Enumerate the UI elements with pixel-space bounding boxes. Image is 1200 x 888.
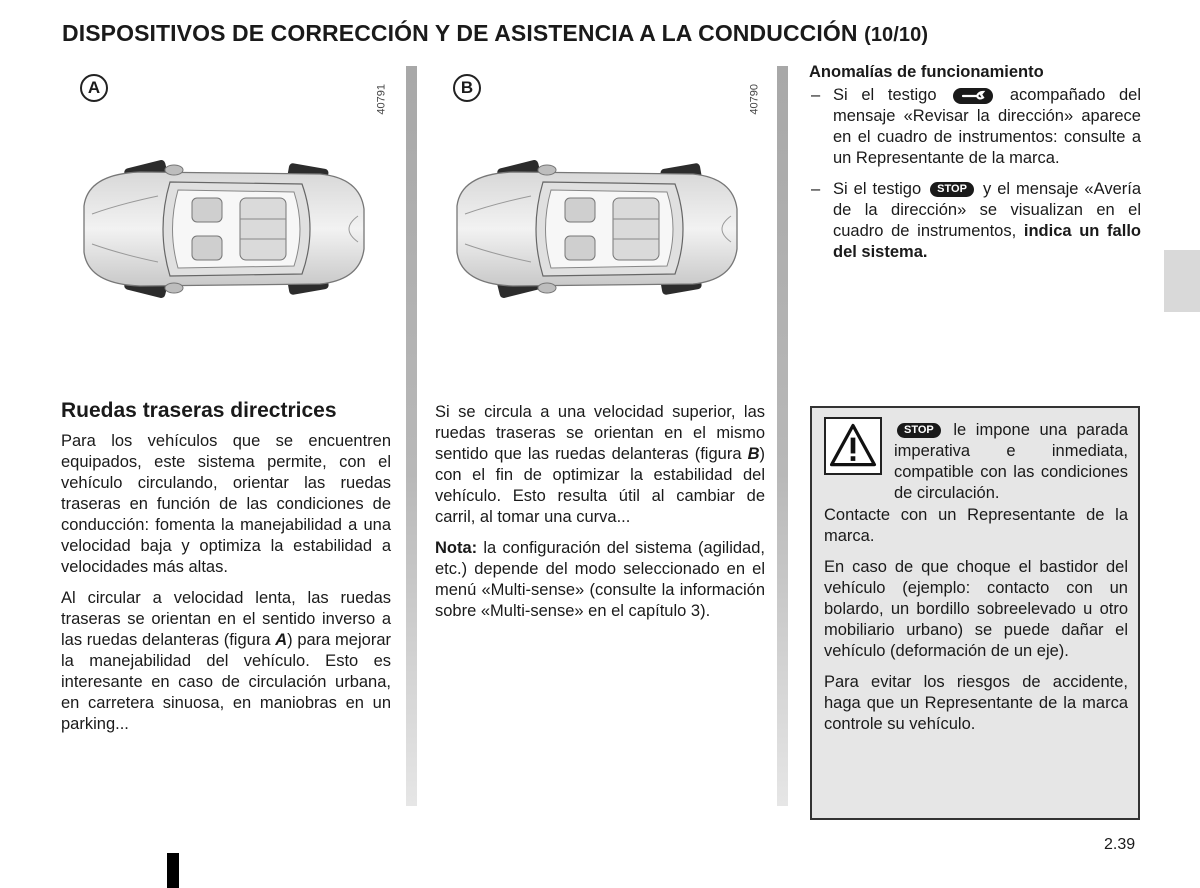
page-title-part: (10/10) xyxy=(864,24,929,46)
paragraph-text: Al circular a velocidad lenta, las ruedas traseras se orientan en el sentido inverso a las ruedas delanteras (figura xyxy=(61,589,391,649)
page-title xyxy=(62,20,1062,47)
warning-body xyxy=(824,505,1128,745)
list-dash: – xyxy=(811,180,821,198)
wrench-icon xyxy=(953,88,993,104)
note-text: la configuración del sistema (agilidad, etc.) depende del modo seleccionado en el menú «Multi-sense» (consulte la información sobre «Multi-sense» en el capítulo 3). xyxy=(435,539,765,620)
warning-paragraph: Contacte con un Representante de la marca. xyxy=(824,506,1128,545)
list-dash: – xyxy=(811,86,821,104)
car-top-view-illustration xyxy=(443,154,743,304)
list-item-text: acompañado del mensaje «Revisar la dirección» aparece en el cuadro de instrumentos: consulte a un Representante de la marca. xyxy=(833,86,1141,167)
figure-label: A xyxy=(80,74,108,102)
figure-b xyxy=(435,66,765,386)
stop-badge-icon: STOP xyxy=(930,182,974,197)
paragraph xyxy=(61,588,391,735)
stop-badge-icon: STOP xyxy=(897,423,941,438)
column-divider xyxy=(777,66,788,806)
paragraph xyxy=(435,402,765,528)
page-title-text: DISPOSITIVOS DE CORRECCIÓN Y DE ASISTENCIA A LA CONDUCCIÓN xyxy=(62,20,858,46)
list-item xyxy=(809,179,1141,263)
list-item-text: Si el testigo xyxy=(833,180,922,198)
warning-box xyxy=(810,406,1140,820)
figure-reference: B xyxy=(747,445,760,463)
figure-code: 40791 xyxy=(376,84,388,115)
paragraph-text: ) para mejorar la manejabilidad del vehículo. Esto es interesante en caso de circulación urbana, en carretera sinuosa, en maniobras en un parking... xyxy=(61,631,391,733)
figure-label: B xyxy=(453,74,481,102)
list-item-emphasis: indica un fallo del sistema. xyxy=(833,222,1141,261)
column-divider xyxy=(406,66,417,806)
warning-first-paragraph xyxy=(894,420,1128,504)
column-1-text xyxy=(61,400,391,745)
page-number: 2.39 xyxy=(1104,836,1136,853)
figure-reference: A xyxy=(275,631,288,649)
figure-code: 40790 xyxy=(749,84,761,115)
section-tab xyxy=(1164,250,1200,312)
warning-triangle-icon xyxy=(824,417,882,475)
note-paragraph xyxy=(435,538,765,622)
list-item-text: y el mensaje «Avería de la dirección» se visualizan en el cuadro de instrumentos, xyxy=(833,180,1142,240)
paragraph: Para los vehículos que se encuentren equipados, este sistema permite, con el vehículo circulando, orientar las ruedas traseras en función de las condiciones de conducción: fomenta la manejabilidad a una velocidad baja y optimiza la estabilidad a velocidades más altas. xyxy=(61,432,391,576)
figure-a xyxy=(62,66,392,386)
list-item xyxy=(809,85,1141,169)
print-marker xyxy=(167,853,179,888)
warning-paragraph: Para evitar los riesgos de accidente, haga que un Representante de la marca controle su vehículo. xyxy=(824,673,1128,733)
warning-paragraph: En caso de que choque el bastidor del vehículo (ejemplo: contacto con un bolardo, un bordillo sobreelevado u otro mobiliario urbano) se puede dañar el vehículo (deformación de un eje). xyxy=(824,558,1128,660)
column-2-text xyxy=(435,402,765,632)
warning-text: le impone una parada imperativa e inmediata, compatible con las condiciones de circulación. xyxy=(894,421,1128,502)
subsection-heading: Anomalías de funcionamiento xyxy=(809,63,1044,81)
note-label: Nota: xyxy=(435,539,478,557)
car-top-view-illustration xyxy=(70,154,370,304)
paragraph-text: ) con el fin de optimizar la estabilidad del vehículo. Esto resulta útil al cambiar de carril, al tomar una curva... xyxy=(435,445,765,526)
list-item-text: Si el testigo xyxy=(833,86,937,104)
paragraph-text: Si se circula a una velocidad superior, las ruedas traseras se orientan en el mismo sentido que las ruedas delanteras (figura xyxy=(435,403,765,463)
column-3-text xyxy=(809,62,1141,273)
section-heading: Ruedas traseras directrices xyxy=(61,399,337,422)
